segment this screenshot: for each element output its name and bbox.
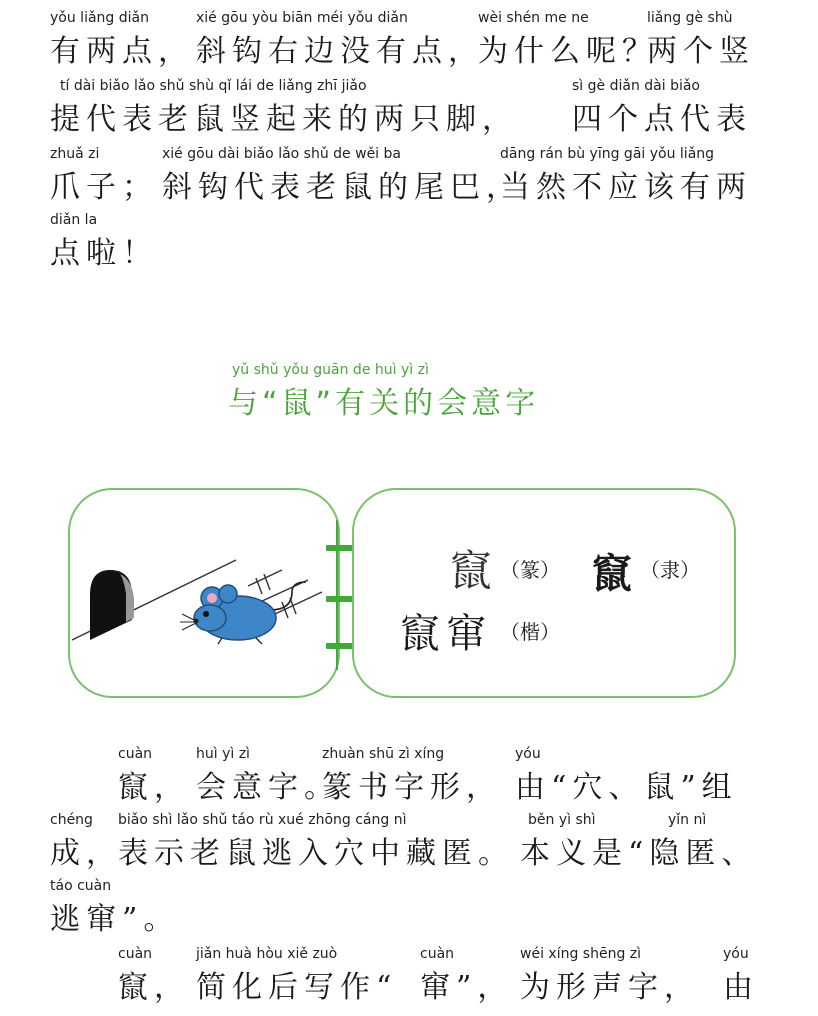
hanzi: 提代表老鼠竖起来的两只脚， — [50, 102, 518, 137]
pinyin: wèi shén me ne — [478, 10, 589, 26]
hanzi: 窜”， — [420, 970, 514, 1005]
pinyin: cuàn — [420, 946, 455, 962]
hanzi: 斜钩右边没有点， — [196, 34, 484, 69]
pinyin: dāng rán bù yīng gāi yǒu liǎng — [500, 146, 715, 162]
clerical-script-char: 竄 — [592, 551, 632, 597]
ruby-row — [0, 146, 818, 206]
pinyin: sì gè diǎn dài biǎo — [572, 78, 700, 94]
pinyin: yóu — [515, 746, 541, 762]
hanzi: 逃窜”。 — [50, 902, 180, 937]
hanzi: 表示老鼠逃入穴中藏匿。 — [118, 836, 514, 871]
pinyin: táo cuàn — [50, 878, 112, 894]
pinyin: xié gōu dài biǎo lǎo shǔ de wěi ba — [162, 146, 401, 162]
hanzi: 点啦！ — [50, 236, 158, 271]
hanzi: 爪子； — [50, 170, 158, 205]
pinyin: chéng — [50, 812, 93, 828]
pinyin: liǎng gè shù — [647, 10, 733, 26]
hanzi: 会意字。 — [196, 770, 340, 805]
pinyin: diǎn la — [50, 212, 98, 228]
label-li: （隶） — [640, 558, 700, 582]
ruby-row — [0, 78, 818, 138]
hanzi: 成， — [50, 836, 122, 871]
pinyin: jiǎn huà hòu xiě zuò — [196, 946, 338, 962]
pinyin: zhuǎ zi — [50, 146, 100, 162]
hanzi: 有两点， — [50, 34, 194, 69]
hanzi: 篆书字形， — [322, 770, 502, 805]
binder-spine — [336, 520, 338, 670]
pinyin: zhuàn shū zì xíng — [322, 746, 445, 762]
pinyin: biǎo shì lǎo shǔ táo rù xué zhōng cáng nì — [118, 812, 407, 828]
hanzi: 两个竖 — [647, 34, 755, 69]
ruby-row — [0, 946, 818, 1006]
hanzi: 竄， — [118, 770, 190, 805]
pinyin: cuàn — [118, 746, 153, 762]
pinyin: tí dài biǎo lǎo shǔ shù qǐ lái de liǎng zhī jiǎo — [60, 78, 367, 94]
hanzi: 竄， — [118, 970, 190, 1005]
pinyin: yǐn nì — [668, 812, 707, 828]
hanzi: 四个点代表 — [572, 102, 752, 137]
hanzi: 与“鼠”有关的会意字 — [228, 386, 540, 421]
label-zhuan: （篆） — [500, 558, 560, 582]
hanzi: 由“穴、鼠”组 — [515, 770, 738, 805]
character-card — [352, 488, 736, 698]
pinyin: xié gōu yòu biān méi yǒu diǎn — [196, 10, 408, 26]
pinyin: huì yì zì — [196, 746, 250, 762]
hanzi: 斜钩代表老鼠的尾巴， — [162, 170, 522, 205]
ruby-row — [0, 746, 818, 806]
illustration-card — [68, 488, 340, 698]
seal-script-char: 竄 — [450, 546, 493, 595]
hanzi: 为形声字， — [520, 970, 700, 1005]
ruby-row — [0, 878, 818, 938]
mouse-illustration — [70, 490, 338, 696]
regular-script-chars: 竄窜 — [400, 611, 492, 657]
pinyin: yǒu liǎng diǎn — [50, 10, 149, 26]
pinyin: běn yì shì — [528, 812, 596, 828]
pinyin: yǔ shǔ yǒu guān de huì yì zì — [232, 362, 429, 378]
pinyin: yóu — [723, 946, 749, 962]
label-kai: （楷） — [500, 620, 560, 644]
pinyin: cuàn — [118, 946, 153, 962]
ruby-row — [0, 10, 818, 70]
pinyin: wéi xíng shēng zì — [520, 946, 642, 962]
ruby-row — [0, 812, 818, 872]
hanzi: 本义是“隐匿、 — [520, 836, 758, 871]
ruby-row — [0, 212, 818, 272]
hanzi: 由 — [723, 970, 759, 1005]
hanzi: 简化后写作“ — [196, 970, 398, 1005]
hanzi: 为什么呢？ — [478, 34, 658, 69]
hanzi: 当然不应该有两 — [500, 170, 752, 205]
